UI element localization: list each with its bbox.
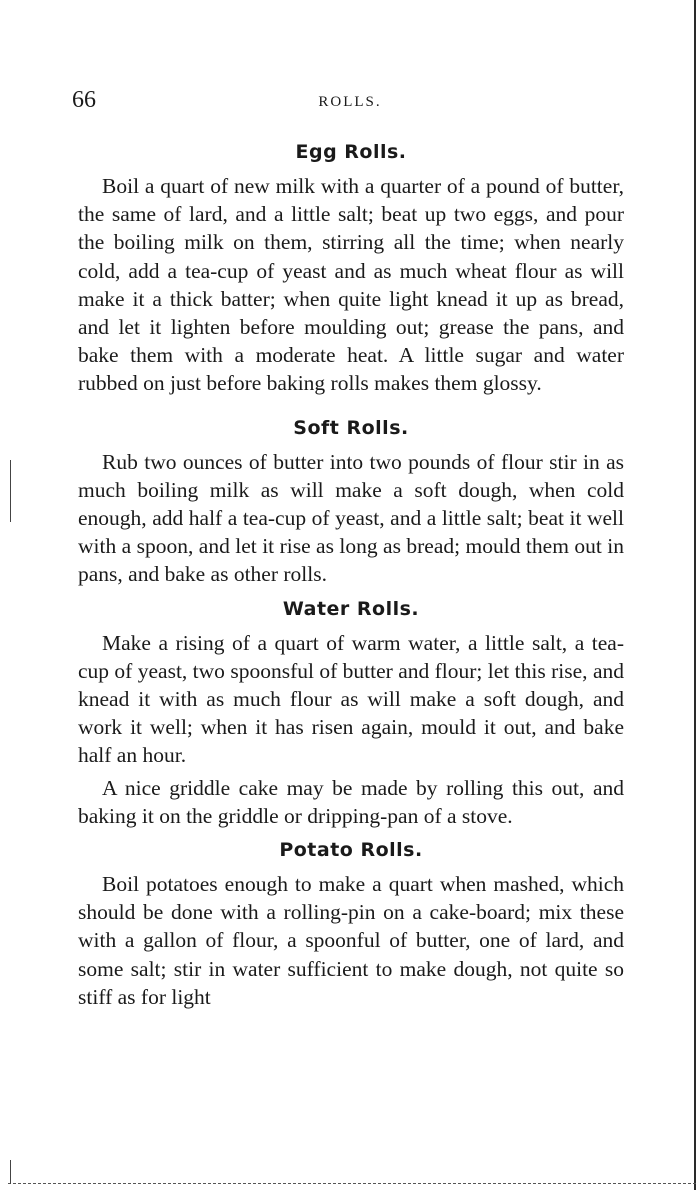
recipe-title: Water Rolls. — [282, 597, 420, 620]
page-content — [78, 136, 624, 1011]
recipe-title: Egg Rolls. — [295, 141, 407, 163]
recipe-paragraph: Rub two ounces of butter into two pounds of flour stir in as much boiling milk as will make a soft dough, when cold enough, add half a tea-cup of yeast, and a little salt; beat it well with a spoon, and let it rise as long as bread; mould them out in pans, and bake as other rolls. — [78, 449, 624, 587]
recipe-paragraph: Make a rising of a quart of warm water, a little salt, a tea-cup of yeast, two spoonsful of butter and flour; let this rise, and knead it with as much flour as will make a soft dough, and work it well; when it has risen again, mould it out, and bake half an hour. — [78, 630, 624, 768]
page-edge-bottom — [8, 1183, 696, 1184]
running-head — [0, 84, 700, 116]
recipe-paragraph: Boil potatoes enough to make a quart when mashed, which should be done with a rolling-pin on a cake-board; mix these with a gallon of flour, a spoonful of butter, one of lard, and some salt; stir in water sufficient to make dough, not quite so stiff as for light — [78, 872, 624, 1009]
recipe-paragraph: Boil a quart of new milk with a quarter of a pound of butter, the same of lard, and a little salt; beat up two eggs, and pour the boiling milk on them, stirring all the time; when nearly cold, add a tea-cup of yeast and as much wheat flour as will make it a thick batter; when quite light knead it up as bread, and let it lighten before moulding out; grease the pans, and bake them with a moderate heat. A little sugar and water rubbed on just before baking rolls makes them glossy. — [78, 174, 624, 396]
page-number: 66 — [72, 87, 96, 113]
recipe-title: Soft Rolls. — [293, 416, 409, 439]
recipe-soft-rolls — [78, 412, 624, 589]
recipe-title: Potato Rolls. — [279, 839, 423, 862]
recipe-paragraph: A nice griddle cake may be made by rolling this out, and baking it on the griddle or dripping-pan of a stove. — [78, 775, 624, 828]
recipe-egg-rolls — [78, 136, 624, 398]
recipe-potato-rolls — [78, 834, 624, 1011]
margin-mark — [10, 1160, 11, 1184]
page-edge-right — [694, 0, 696, 1190]
running-title: ROLLS. — [318, 94, 382, 110]
recipe-water-rolls — [78, 593, 624, 830]
margin-mark — [10, 460, 11, 522]
